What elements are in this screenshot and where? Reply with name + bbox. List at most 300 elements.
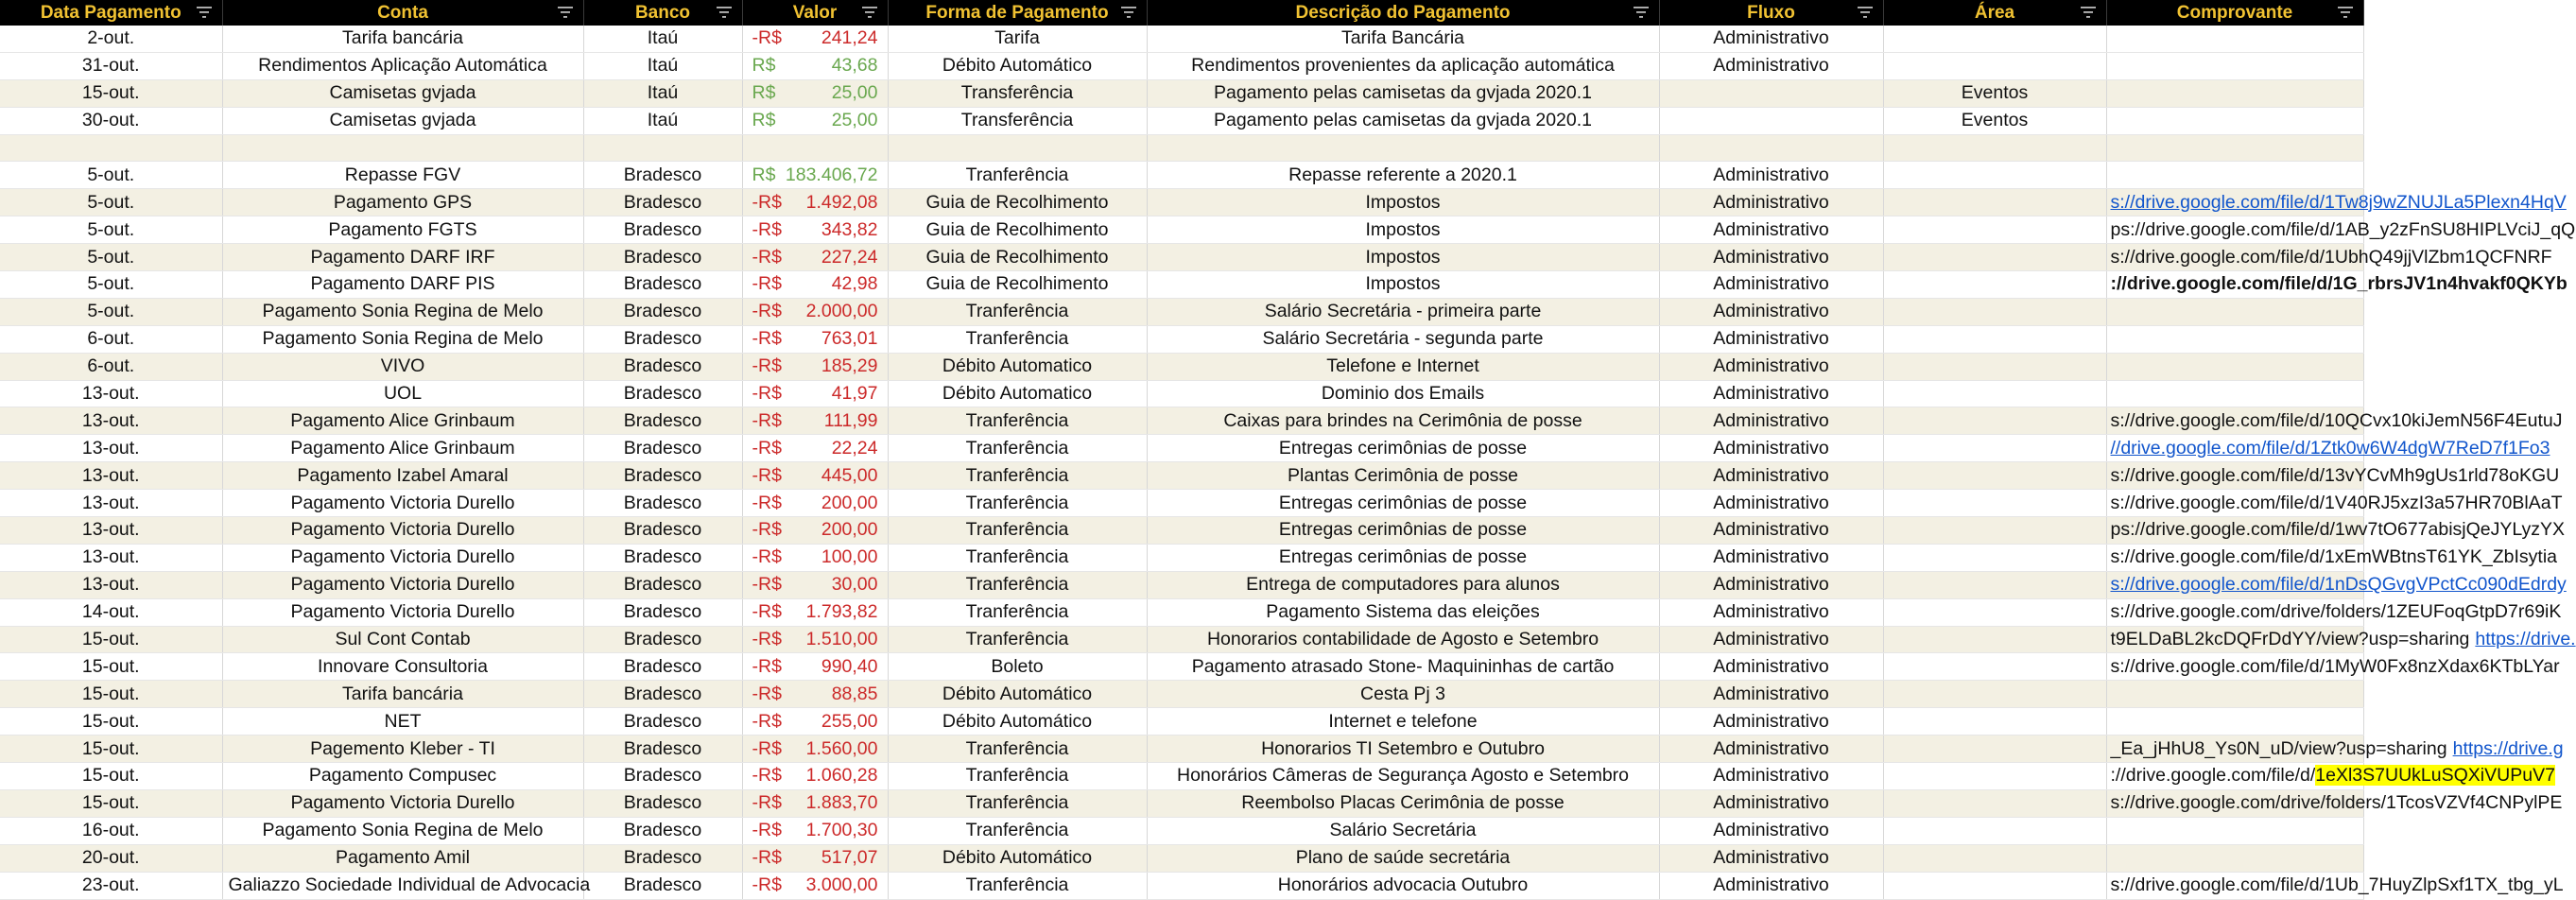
cell-banco[interactable]: Bradesco xyxy=(583,571,742,598)
filter-icon[interactable] xyxy=(2080,5,2097,20)
cell-comprovante[interactable] xyxy=(2106,517,2566,545)
cell-fluxo[interactable]: Administrativo xyxy=(1659,626,1883,653)
comprovante-url[interactable]: s://drive.google.com/drive/folders/1TcosVZVf4CNPylPE xyxy=(2110,792,2563,814)
cell-data-pagamento[interactable]: 31-out. xyxy=(0,52,222,79)
comprovante-url[interactable]: s://drive.google.com/file/d/13vYCvMh9gUs1rld78oKGU xyxy=(2110,464,2560,486)
cell-forma-pagamento[interactable]: Tranferência xyxy=(888,517,1147,545)
cell-area[interactable]: Eventos xyxy=(1883,107,2106,134)
cell-data-pagamento[interactable]: 5-out. xyxy=(0,216,222,244)
comprovante-url[interactable]: ps://drive.google.com/file/d/1AB_y2zFnSU8HIPLVciJ_qQ xyxy=(2110,218,2576,240)
cell-valor[interactable] xyxy=(742,407,888,435)
cell-banco[interactable]: Bradesco xyxy=(583,517,742,545)
cell-conta[interactable]: Tarifa bancária xyxy=(222,681,583,708)
cell-forma-pagamento[interactable]: Tranferência xyxy=(888,462,1147,490)
comprovante-url[interactable]: s://drive.google.com/file/d/1V40RJ5xzI3a57HR70BlAaT xyxy=(2110,492,2563,513)
cell-forma-pagamento[interactable]: Guia de Recolhimento xyxy=(888,189,1147,216)
cell-fluxo[interactable]: Administrativo xyxy=(1659,571,1883,598)
cell-area[interactable] xyxy=(1883,517,2106,545)
cell-area[interactable] xyxy=(1883,544,2106,571)
cell-data-pagamento[interactable]: 15-out. xyxy=(0,708,222,736)
comprovante-url[interactable]: s://drive.google.com/file/d/1Tw8j9wZNUJLa5Plexn4HqV xyxy=(2110,191,2567,213)
cell-area[interactable] xyxy=(1883,298,2106,325)
filter-icon[interactable] xyxy=(2337,5,2354,20)
cell-forma-pagamento[interactable]: Tranferência xyxy=(888,490,1147,517)
cell-forma-pagamento[interactable]: Débito Automático xyxy=(888,844,1147,872)
cell-fluxo[interactable]: Administrativo xyxy=(1659,325,1883,353)
cell-area[interactable] xyxy=(1883,736,2106,763)
cell-fluxo[interactable]: Administrativo xyxy=(1659,380,1883,407)
cell-descricao[interactable]: Impostos xyxy=(1147,189,1659,216)
cell-data-pagamento[interactable]: 16-out. xyxy=(0,817,222,844)
cell-banco[interactable]: Bradesco xyxy=(583,490,742,517)
cell-descricao[interactable]: Honorarios contabilidade de Agosto e Setembro xyxy=(1147,626,1659,653)
cell-descricao[interactable]: Tarifa Bancária xyxy=(1147,26,1659,52)
cell-data-pagamento[interactable]: 15-out. xyxy=(0,789,222,817)
cell-conta[interactable]: Pagamento Sonia Regina de Melo xyxy=(222,298,583,325)
cell-comprovante[interactable] xyxy=(2106,462,2560,490)
cell-banco[interactable]: Bradesco xyxy=(583,736,742,763)
cell-forma-pagamento[interactable]: Tranferência xyxy=(888,571,1147,598)
cell-conta[interactable]: Pagamento Victoria Durello xyxy=(222,789,583,817)
cell-banco[interactable]: Bradesco xyxy=(583,817,742,844)
cell-valor[interactable] xyxy=(742,52,888,79)
cell-comprovante[interactable] xyxy=(2106,325,2363,353)
cell-comprovante[interactable] xyxy=(2106,134,2363,162)
col-descricao-header[interactable] xyxy=(1147,0,1659,26)
cell-descricao[interactable]: Honorarios TI Setembro e Outubro xyxy=(1147,736,1659,763)
cell-descricao[interactable]: Cesta Pj 3 xyxy=(1147,681,1659,708)
cell-valor[interactable] xyxy=(742,26,888,52)
cell-conta[interactable]: Pagamento DARF IRF xyxy=(222,244,583,271)
comprovante-url[interactable]: ps://drive.google.com/file/d/1wv7tO677abisjQeJYLyzYX xyxy=(2110,519,2566,541)
cell-valor[interactable] xyxy=(742,544,888,571)
cell-descricao[interactable]: Impostos xyxy=(1147,216,1659,244)
cell-comprovante[interactable] xyxy=(2106,626,2576,653)
cell-comprovante[interactable] xyxy=(2106,435,2550,462)
comprovante-url[interactable]: s://drive.google.com/file/d/10QCvx10kiJemN56F4EutuJ xyxy=(2110,409,2563,431)
cell-comprovante[interactable] xyxy=(2106,298,2363,325)
cell-conta[interactable]: Pagamento Alice Grinbaum xyxy=(222,435,583,462)
cell-comprovante[interactable] xyxy=(2106,107,2363,134)
cell-data-pagamento[interactable]: 13-out. xyxy=(0,571,222,598)
cell-descricao[interactable]: Rendimentos provenientes da aplicação automática xyxy=(1147,52,1659,79)
cell-forma-pagamento[interactable]: Guia de Recolhimento xyxy=(888,216,1147,244)
cell-descricao[interactable]: Plantas Cerimônia de posse xyxy=(1147,462,1659,490)
cell-valor[interactable] xyxy=(742,844,888,872)
cell-data-pagamento[interactable]: 23-out. xyxy=(0,872,222,899)
cell-comprovante[interactable] xyxy=(2106,763,2555,790)
cell-data-pagamento[interactable]: 30-out. xyxy=(0,107,222,134)
cell-fluxo[interactable]: Administrativo xyxy=(1659,681,1883,708)
cell-conta[interactable]: Tarifa bancária xyxy=(222,26,583,52)
cell-comprovante[interactable] xyxy=(2106,844,2363,872)
cell-valor[interactable] xyxy=(742,789,888,817)
cell-descricao[interactable]: Repasse referente a 2020.1 xyxy=(1147,162,1659,189)
cell-banco[interactable]: Bradesco xyxy=(583,844,742,872)
cell-fluxo[interactable]: Administrativo xyxy=(1659,708,1883,736)
cell-data-pagamento[interactable]: 13-out. xyxy=(0,462,222,490)
cell-descricao[interactable]: Entrega de computadores para alunos xyxy=(1147,571,1659,598)
comprovante-url[interactable]: ://drive.google.com/file/d/1G_rbrsJV1n4hvakf0QKYb xyxy=(2110,273,2567,295)
cell-area[interactable] xyxy=(1883,271,2106,299)
cell-forma-pagamento[interactable]: Tranferência xyxy=(888,763,1147,790)
cell-area[interactable] xyxy=(1883,462,2106,490)
cell-descricao[interactable]: Entregas cerimônias de posse xyxy=(1147,490,1659,517)
comprovante-url[interactable]: s://drive.google.com/file/d/1MyW0Fx8nzXdax6KTbLYar xyxy=(2110,655,2560,677)
cell-forma-pagamento[interactable]: Tranferência xyxy=(888,325,1147,353)
cell-data-pagamento[interactable]: 13-out. xyxy=(0,490,222,517)
cell-valor[interactable] xyxy=(742,872,888,899)
cell-data-pagamento[interactable]: 5-out. xyxy=(0,271,222,299)
cell-fluxo[interactable]: Administrativo xyxy=(1659,435,1883,462)
col-area-header[interactable] xyxy=(1883,0,2106,26)
cell-forma-pagamento[interactable]: Débito Automatico xyxy=(888,353,1147,380)
cell-valor[interactable] xyxy=(742,490,888,517)
cell-data-pagamento[interactable]: 15-out. xyxy=(0,763,222,790)
cell-fluxo[interactable]: Administrativo xyxy=(1659,353,1883,380)
cell-descricao[interactable]: Entregas cerimônias de posse xyxy=(1147,517,1659,545)
cell-descricao[interactable]: Salário Secretária - segunda parte xyxy=(1147,325,1659,353)
cell-fluxo[interactable]: Administrativo xyxy=(1659,763,1883,790)
cell-area[interactable] xyxy=(1883,435,2106,462)
cell-comprovante[interactable] xyxy=(2106,872,2564,899)
cell-valor[interactable] xyxy=(742,162,888,189)
cell-descricao[interactable]: Impostos xyxy=(1147,271,1659,299)
cell-valor[interactable] xyxy=(742,298,888,325)
cell-fluxo[interactable] xyxy=(1659,107,1883,134)
cell-valor[interactable] xyxy=(742,107,888,134)
cell-banco[interactable]: Bradesco xyxy=(583,598,742,626)
filter-icon[interactable] xyxy=(1857,5,1874,20)
cell-banco[interactable]: Bradesco xyxy=(583,244,742,271)
cell-banco[interactable]: Itaú xyxy=(583,52,742,79)
filter-icon[interactable] xyxy=(1633,5,1650,20)
cell-conta[interactable]: Camisetas gvjada xyxy=(222,79,583,107)
filter-icon[interactable] xyxy=(716,5,733,20)
cell-banco[interactable]: Bradesco xyxy=(583,353,742,380)
cell-area[interactable] xyxy=(1883,52,2106,79)
cell-comprovante[interactable] xyxy=(2106,407,2563,435)
cell-conta[interactable]: Galiazzo Sociedade Individual de Advocacia xyxy=(222,872,583,899)
cell-valor[interactable] xyxy=(742,189,888,216)
cell-fluxo[interactable]: Administrativo xyxy=(1659,162,1883,189)
cell-data-pagamento[interactable]: 15-out. xyxy=(0,736,222,763)
comprovante-url[interactable]: t9ELDaBL2kcDQFrDdYY/view?usp=sharing xyxy=(2110,629,2470,650)
cell-area[interactable] xyxy=(1883,763,2106,790)
cell-valor[interactable] xyxy=(742,598,888,626)
col-fluxo-header[interactable] xyxy=(1659,0,1883,26)
cell-descricao[interactable]: Dominio dos Emails xyxy=(1147,380,1659,407)
cell-banco[interactable]: Bradesco xyxy=(583,708,742,736)
cell-area[interactable] xyxy=(1883,134,2106,162)
cell-descricao[interactable]: Telefone e Internet xyxy=(1147,353,1659,380)
cell-fluxo[interactable]: Administrativo xyxy=(1659,52,1883,79)
cell-banco[interactable]: Bradesco xyxy=(583,162,742,189)
cell-descricao[interactable]: Caixas para brindes na Cerimônia de posse xyxy=(1147,407,1659,435)
cell-area[interactable] xyxy=(1883,844,2106,872)
cell-data-pagamento[interactable]: 2-out. xyxy=(0,26,222,52)
cell-banco[interactable]: Bradesco xyxy=(583,653,742,681)
cell-conta[interactable]: Pagamento FGTS xyxy=(222,216,583,244)
cell-forma-pagamento[interactable]: Débito Automático xyxy=(888,708,1147,736)
cell-data-pagamento[interactable]: 13-out. xyxy=(0,435,222,462)
cell-fluxo[interactable]: Administrativo xyxy=(1659,817,1883,844)
cell-banco[interactable]: Bradesco xyxy=(583,681,742,708)
cell-area[interactable] xyxy=(1883,244,2106,271)
cell-fluxo[interactable] xyxy=(1659,79,1883,107)
comprovante-url[interactable]: s://drive.google.com/drive/folders/1ZEUFoqGtpD7r69iK xyxy=(2110,601,2562,623)
cell-descricao[interactable]: Pagamento pelas camisetas da gvjada 2020.1 xyxy=(1147,79,1659,107)
cell-valor[interactable] xyxy=(742,462,888,490)
cell-fluxo[interactable]: Administrativo xyxy=(1659,189,1883,216)
cell-conta[interactable]: Rendimentos Aplicação Automática xyxy=(222,52,583,79)
cell-area[interactable] xyxy=(1883,407,2106,435)
cell-comprovante[interactable] xyxy=(2106,736,2564,763)
cell-fluxo[interactable]: Administrativo xyxy=(1659,872,1883,899)
cell-banco[interactable]: Bradesco xyxy=(583,626,742,653)
comprovante-url[interactable]: _Ea_jHhU8_Ys0N_uD/view?usp=sharing xyxy=(2110,737,2447,759)
cell-fluxo[interactable]: Administrativo xyxy=(1659,244,1883,271)
cell-conta[interactable]: Repasse FGV xyxy=(222,162,583,189)
cell-comprovante[interactable] xyxy=(2106,653,2560,681)
cell-area[interactable] xyxy=(1883,26,2106,52)
cell-area[interactable] xyxy=(1883,708,2106,736)
cell-area[interactable]: Eventos xyxy=(1883,79,2106,107)
cell-fluxo[interactable]: Administrativo xyxy=(1659,216,1883,244)
cell-conta[interactable]: NET xyxy=(222,708,583,736)
cell-area[interactable] xyxy=(1883,216,2106,244)
cell-banco[interactable]: Bradesco xyxy=(583,189,742,216)
cell-data-pagamento[interactable]: 15-out. xyxy=(0,626,222,653)
cell-area[interactable] xyxy=(1883,626,2106,653)
cell-forma-pagamento[interactable]: Tranferência xyxy=(888,544,1147,571)
cell-area[interactable] xyxy=(1883,162,2106,189)
cell-fluxo[interactable]: Administrativo xyxy=(1659,844,1883,872)
comprovante-url[interactable]: s://drive.google.com/file/d/1Ub_7HuyZlpSxf1TX_tbg_yL xyxy=(2110,874,2564,896)
cell-comprovante[interactable] xyxy=(2106,79,2363,107)
cell-valor[interactable] xyxy=(742,134,888,162)
cell-valor[interactable] xyxy=(742,216,888,244)
cell-conta[interactable]: Pagamento DARF PIS xyxy=(222,271,583,299)
cell-fluxo[interactable]: Administrativo xyxy=(1659,490,1883,517)
cell-comprovante[interactable] xyxy=(2106,598,2562,626)
cell-fluxo[interactable]: Administrativo xyxy=(1659,736,1883,763)
cell-comprovante[interactable] xyxy=(2106,271,2567,299)
cell-forma-pagamento[interactable]: Guia de Recolhimento xyxy=(888,244,1147,271)
cell-forma-pagamento[interactable]: Boleto xyxy=(888,653,1147,681)
cell-valor[interactable] xyxy=(742,517,888,545)
cell-forma-pagamento[interactable]: Tranferência xyxy=(888,435,1147,462)
cell-data-pagamento[interactable]: 6-out. xyxy=(0,353,222,380)
cell-forma-pagamento[interactable]: Tranferência xyxy=(888,626,1147,653)
comprovante-url[interactable]: ://drive.google.com/file/d/ xyxy=(2110,765,2316,787)
cell-area[interactable] xyxy=(1883,490,2106,517)
cell-descricao[interactable]: Entregas cerimônias de posse xyxy=(1147,435,1659,462)
cell-comprovante[interactable] xyxy=(2106,244,2552,271)
cell-comprovante[interactable] xyxy=(2106,708,2363,736)
comprovante-url[interactable]: //drive.google.com/file/d/1Ztk0w6W4dgW7ReD7f1Fo3 xyxy=(2110,437,2550,459)
cell-area[interactable] xyxy=(1883,789,2106,817)
comprovante-url-highlight[interactable]: 1eXl3S7UUkLuSQXiVUPuV7 xyxy=(2315,765,2555,787)
cell-fluxo[interactable]: Administrativo xyxy=(1659,598,1883,626)
col-forma-pagamento-header[interactable] xyxy=(888,0,1147,26)
cell-fluxo[interactable]: Administrativo xyxy=(1659,407,1883,435)
cell-descricao[interactable]: Honorários advocacia Outubro xyxy=(1147,872,1659,899)
cell-valor[interactable] xyxy=(742,763,888,790)
cell-area[interactable] xyxy=(1883,653,2106,681)
cell-banco[interactable]: Bradesco xyxy=(583,763,742,790)
cell-conta[interactable]: Pagamento Alice Grinbaum xyxy=(222,407,583,435)
cell-comprovante[interactable] xyxy=(2106,380,2363,407)
cell-comprovante[interactable] xyxy=(2106,817,2363,844)
cell-data-pagamento[interactable]: 5-out. xyxy=(0,189,222,216)
cell-conta[interactable]: Pagamento GPS xyxy=(222,189,583,216)
cell-comprovante[interactable] xyxy=(2106,162,2363,189)
cell-conta[interactable]: VIVO xyxy=(222,353,583,380)
cell-comprovante[interactable] xyxy=(2106,216,2576,244)
cell-banco[interactable] xyxy=(583,134,742,162)
cell-fluxo[interactable]: Administrativo xyxy=(1659,462,1883,490)
cell-banco[interactable]: Itaú xyxy=(583,26,742,52)
cell-banco[interactable]: Bradesco xyxy=(583,789,742,817)
cell-forma-pagamento[interactable]: Tranferência xyxy=(888,407,1147,435)
cell-forma-pagamento[interactable]: Tarifa xyxy=(888,26,1147,52)
cell-valor[interactable] xyxy=(742,571,888,598)
cell-data-pagamento[interactable]: 6-out. xyxy=(0,325,222,353)
cell-comprovante[interactable] xyxy=(2106,26,2363,52)
cell-area[interactable] xyxy=(1883,571,2106,598)
cell-valor[interactable] xyxy=(742,681,888,708)
cell-banco[interactable]: Bradesco xyxy=(583,216,742,244)
cell-data-pagamento[interactable]: 15-out. xyxy=(0,79,222,107)
cell-banco[interactable]: Bradesco xyxy=(583,380,742,407)
col-comprovante-header[interactable] xyxy=(2106,0,2363,26)
cell-forma-pagamento[interactable]: Débito Automático xyxy=(888,681,1147,708)
cell-comprovante[interactable] xyxy=(2106,544,2558,571)
cell-forma-pagamento[interactable]: Débito Automatico xyxy=(888,380,1147,407)
cell-descricao[interactable]: Pagamento Sistema das eleições xyxy=(1147,598,1659,626)
cell-data-pagamento[interactable]: 15-out. xyxy=(0,653,222,681)
cell-forma-pagamento[interactable]: Débito Automático xyxy=(888,52,1147,79)
col-banco-header[interactable] xyxy=(583,0,742,26)
cell-valor[interactable] xyxy=(742,244,888,271)
cell-conta[interactable]: Pagamento Victoria Durello xyxy=(222,598,583,626)
comprovante-link-extra[interactable]: https://drive. xyxy=(2475,629,2576,650)
cell-fluxo[interactable]: Administrativo xyxy=(1659,544,1883,571)
cell-comprovante[interactable] xyxy=(2106,571,2567,598)
cell-area[interactable] xyxy=(1883,681,2106,708)
cell-data-pagamento[interactable]: 14-out. xyxy=(0,598,222,626)
cell-comprovante[interactable] xyxy=(2106,490,2563,517)
cell-comprovante[interactable] xyxy=(2106,189,2567,216)
cell-descricao[interactable]: Entregas cerimônias de posse xyxy=(1147,544,1659,571)
cell-descricao[interactable]: Plano de saúde secretária xyxy=(1147,844,1659,872)
cell-banco[interactable]: Itaú xyxy=(583,79,742,107)
cell-data-pagamento[interactable]: 5-out. xyxy=(0,244,222,271)
comprovante-url[interactable]: s://drive.google.com/file/d/1UbhQ49jjVlZbm1QCFNRF xyxy=(2110,246,2552,268)
cell-fluxo[interactable] xyxy=(1659,134,1883,162)
cell-valor[interactable] xyxy=(742,380,888,407)
cell-comprovante[interactable] xyxy=(2106,789,2563,817)
cell-conta[interactable]: Pagamento Amil xyxy=(222,844,583,872)
cell-data-pagamento[interactable] xyxy=(0,134,222,162)
comprovante-url[interactable]: s://drive.google.com/file/d/1xEmWBtnsT61YK_ZbIsytia xyxy=(2110,546,2558,568)
cell-forma-pagamento[interactable]: Tranferência xyxy=(888,789,1147,817)
cell-forma-pagamento[interactable]: Tranferência xyxy=(888,162,1147,189)
cell-descricao[interactable]: Salário Secretária - primeira parte xyxy=(1147,298,1659,325)
cell-conta[interactable]: Innovare Consultoria xyxy=(222,653,583,681)
filter-icon[interactable] xyxy=(196,5,213,20)
cell-comprovante[interactable] xyxy=(2106,353,2363,380)
cell-descricao[interactable]: Internet e telefone xyxy=(1147,708,1659,736)
cell-valor[interactable] xyxy=(742,325,888,353)
cell-data-pagamento[interactable]: 5-out. xyxy=(0,298,222,325)
col-conta-header[interactable] xyxy=(222,0,583,26)
cell-forma-pagamento[interactable]: Tranferência xyxy=(888,736,1147,763)
cell-fluxo[interactable]: Administrativo xyxy=(1659,26,1883,52)
cell-descricao[interactable]: Impostos xyxy=(1147,244,1659,271)
cell-data-pagamento[interactable]: 13-out. xyxy=(0,380,222,407)
cell-conta[interactable]: Pagamento Victoria Durello xyxy=(222,517,583,545)
cell-data-pagamento[interactable]: 20-out. xyxy=(0,844,222,872)
cell-descricao[interactable]: Pagamento atrasado Stone- Maquininhas de cartão xyxy=(1147,653,1659,681)
cell-fluxo[interactable]: Administrativo xyxy=(1659,653,1883,681)
cell-banco[interactable]: Bradesco xyxy=(583,298,742,325)
cell-valor[interactable] xyxy=(742,653,888,681)
cell-valor[interactable] xyxy=(742,626,888,653)
cell-conta[interactable]: Pagamento Victoria Durello xyxy=(222,490,583,517)
cell-banco[interactable]: Bradesco xyxy=(583,271,742,299)
cell-area[interactable] xyxy=(1883,189,2106,216)
cell-data-pagamento[interactable]: 13-out. xyxy=(0,517,222,545)
cell-valor[interactable] xyxy=(742,79,888,107)
cell-conta[interactable]: Pagamento Victoria Durello xyxy=(222,571,583,598)
cell-forma-pagamento[interactable]: Transferência xyxy=(888,79,1147,107)
cell-conta[interactable]: Pagamento Victoria Durello xyxy=(222,544,583,571)
cell-banco[interactable]: Bradesco xyxy=(583,544,742,571)
cell-area[interactable] xyxy=(1883,598,2106,626)
cell-area[interactable] xyxy=(1883,353,2106,380)
cell-valor[interactable] xyxy=(742,708,888,736)
cell-valor[interactable] xyxy=(742,435,888,462)
comprovante-url[interactable]: s://drive.google.com/file/d/1nDsQGvgVPctCc090dEdrdy xyxy=(2110,574,2567,596)
cell-data-pagamento[interactable]: 5-out. xyxy=(0,162,222,189)
cell-forma-pagamento[interactable]: Guia de Recolhimento xyxy=(888,271,1147,299)
cell-valor[interactable] xyxy=(742,271,888,299)
cell-area[interactable] xyxy=(1883,380,2106,407)
cell-fluxo[interactable]: Administrativo xyxy=(1659,298,1883,325)
cell-data-pagamento[interactable]: 13-out. xyxy=(0,407,222,435)
cell-banco[interactable]: Bradesco xyxy=(583,435,742,462)
cell-banco[interactable]: Bradesco xyxy=(583,872,742,899)
cell-banco[interactable]: Bradesco xyxy=(583,325,742,353)
cell-conta[interactable]: UOL xyxy=(222,380,583,407)
col-data-pagamento-header[interactable] xyxy=(0,0,222,26)
cell-valor[interactable] xyxy=(742,817,888,844)
cell-valor[interactable] xyxy=(742,353,888,380)
cell-data-pagamento[interactable]: 13-out. xyxy=(0,544,222,571)
cell-conta[interactable]: Pagamento Sonia Regina de Melo xyxy=(222,325,583,353)
cell-descricao[interactable] xyxy=(1147,134,1659,162)
cell-forma-pagamento[interactable]: Tranferência xyxy=(888,872,1147,899)
cell-conta[interactable]: Sul Cont Contab xyxy=(222,626,583,653)
cell-forma-pagamento[interactable]: Tranferência xyxy=(888,598,1147,626)
comprovante-link-extra[interactable]: https://drive.g xyxy=(2452,737,2564,759)
cell-forma-pagamento[interactable]: Tranferência xyxy=(888,817,1147,844)
cell-area[interactable] xyxy=(1883,817,2106,844)
cell-descricao[interactable]: Pagamento pelas camisetas da gvjada 2020.1 xyxy=(1147,107,1659,134)
cell-forma-pagamento[interactable]: Tranferência xyxy=(888,298,1147,325)
